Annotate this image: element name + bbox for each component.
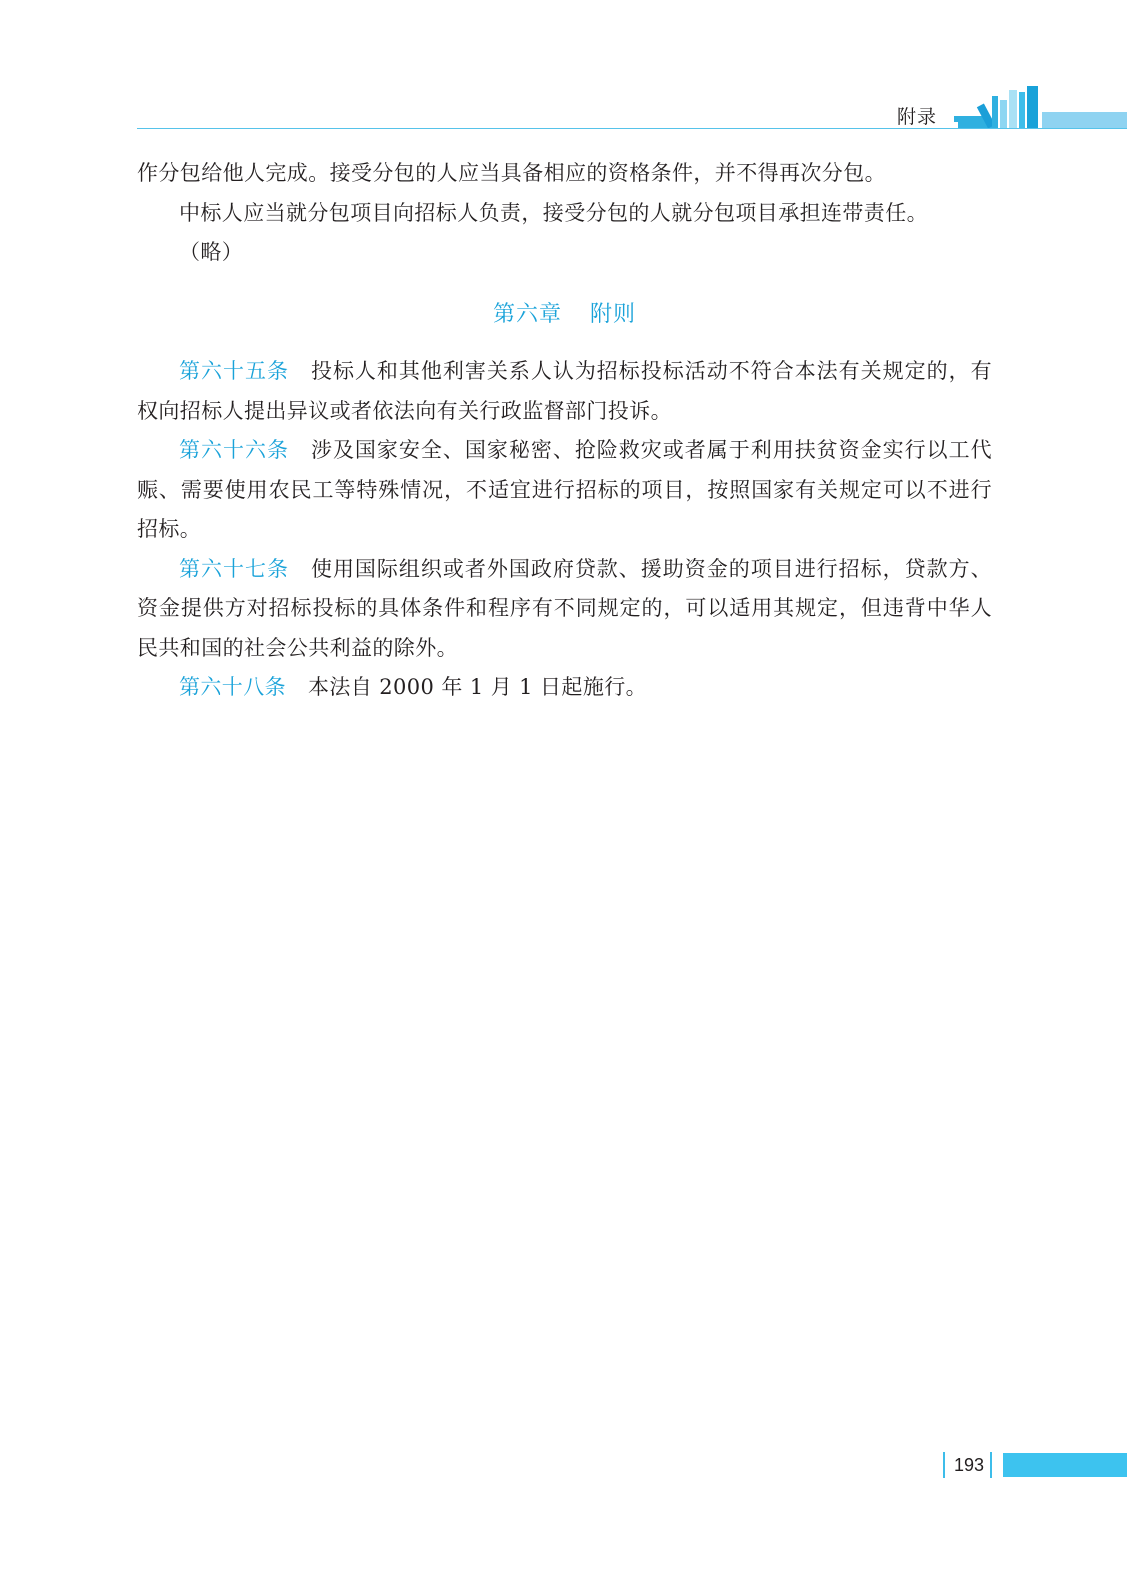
article-text: 使用国际组织或者外国政府贷款、援助资金的项目进行招标，贷款方、资金提供方对招标投标的具体条件和程序有不同规定的，可以适用其规定，但违背中华人民共和国的社会公共利益的除外。	[137, 556, 993, 660]
chapter-number: 第六章	[492, 301, 562, 327]
header-divider	[137, 128, 1127, 129]
article-text: 涉及国家安全、国家秘密、抢险救灾或者属于利用扶贫资金实行以工代赈、需要使用农民工等特殊情况，不适宜进行招标的项目，按照国家有关规定可以不进行招标。	[137, 438, 993, 541]
page-number-divider	[990, 1452, 992, 1478]
paragraph: 作分包给他人完成。接受分包的人应当具备相应的资格条件，并不得再次分包。	[137, 161, 886, 185]
paragraph: 中标人应当就分包项目向招标人负责，接受分包的人就分包项目承担连带责任。	[179, 200, 928, 225]
article	[137, 352, 992, 431]
footer-accent-strip	[1003, 1453, 1127, 1477]
chapter-heading	[137, 295, 992, 335]
paragraph: （略）	[179, 240, 244, 264]
article	[137, 550, 992, 669]
page-number: 193	[954, 1455, 985, 1475]
running-header-title: 附录	[897, 106, 938, 128]
article-text: 本法自 2000 年 1 月 1 日起施行。	[308, 675, 648, 699]
article-text: 投标人和其他利害关系人认为招标投标活动不符合本法有关规定的，有权向招标人提出异议或者依法向有关行政监督部门投诉。	[137, 359, 993, 423]
chapter-name: 附则	[590, 301, 637, 327]
article	[137, 431, 992, 550]
article	[137, 668, 992, 708]
article-label: 第六十八条	[179, 675, 286, 699]
books-on-shelf-icon	[952, 86, 1127, 128]
page-number-divider	[943, 1452, 945, 1478]
article-label: 第六十七条	[179, 556, 289, 581]
page-body	[137, 154, 992, 708]
article-label: 第六十六条	[179, 438, 289, 462]
article-label: 第六十五条	[179, 359, 289, 383]
